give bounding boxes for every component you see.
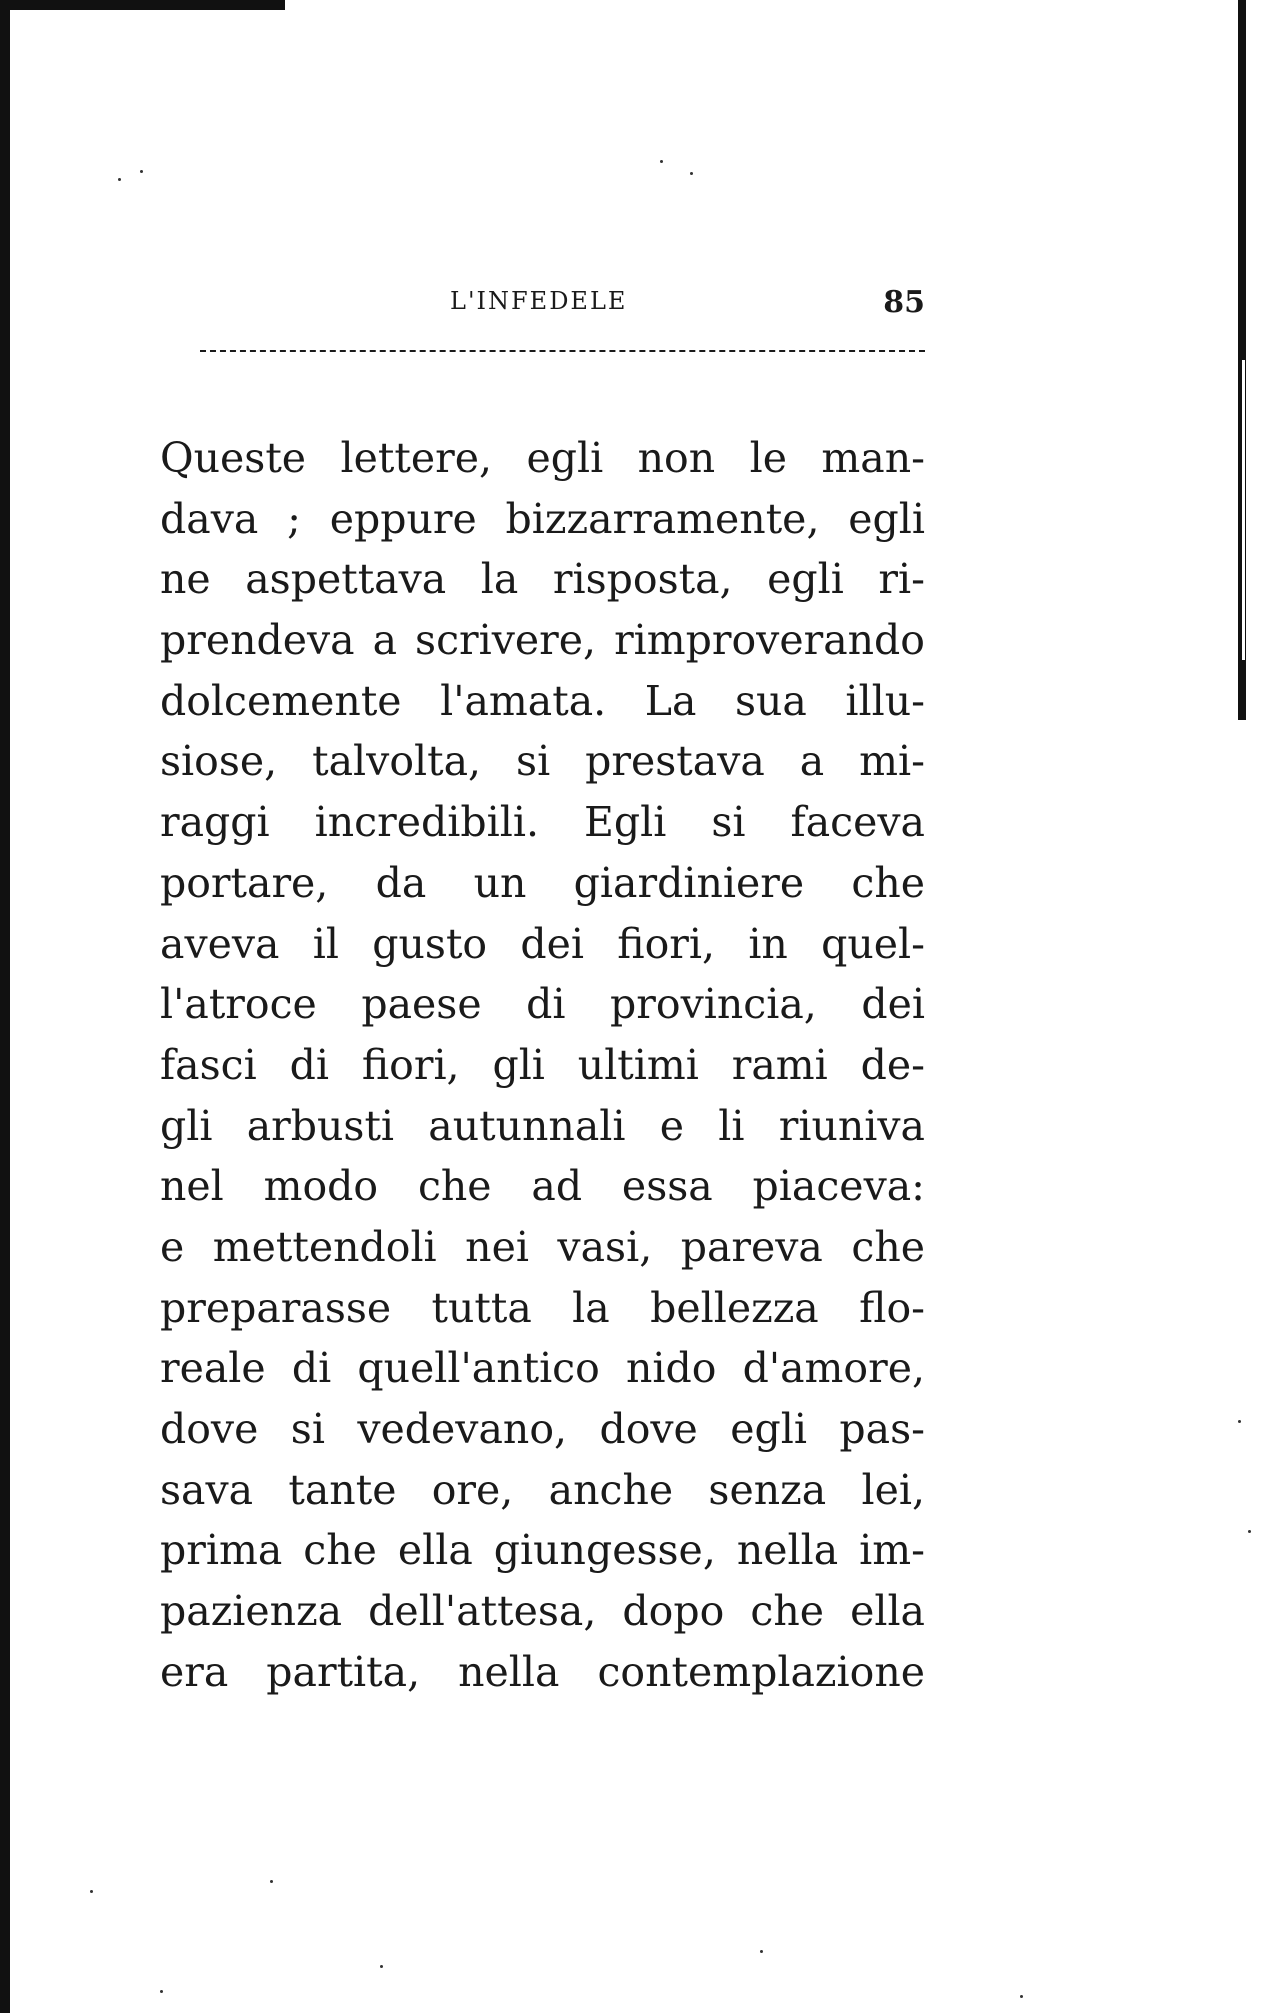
header-rule: [200, 350, 925, 352]
scan-speck: [760, 1950, 763, 1953]
text-line: fasci di fiori, gli ultimi rami de-: [160, 1040, 925, 1089]
scan-border-right-gap: [1242, 360, 1245, 660]
scan-speck: [160, 1990, 163, 1993]
scan-border-top: [0, 0, 285, 10]
text-line: dove si vedevano, dove egli pas-: [160, 1405, 925, 1453]
scan-speck: [1238, 1420, 1241, 1423]
scan-speck: [90, 1890, 93, 1893]
scan-speck: [270, 1880, 273, 1883]
text-line: reale di quell'antico nido d'amore,: [160, 1344, 925, 1393]
text-line: dava ; eppure bizzarramente, egli: [160, 494, 925, 543]
text-line: nel modo che ad essa piaceva:: [160, 1162, 925, 1211]
text-line: e mettendoli nei vasi, pareva che: [160, 1222, 925, 1271]
text-line: preparasse tutta la bellezza flo-: [160, 1283, 925, 1332]
scan-speck: [380, 1965, 383, 1968]
text-line: gli arbusti autunnali e li riuniva: [160, 1101, 925, 1150]
text-line: l'atroce paese di provincia, dei: [160, 980, 925, 1029]
text-line: sava tante ore, anche senza lei,: [160, 1465, 925, 1514]
scan-border-left: [0, 0, 10, 2013]
body-text: [160, 428, 925, 1702]
scan-speck: [690, 172, 693, 175]
text-line: dolcemente l'amata. La sua illu-: [160, 676, 925, 725]
text-line: pazienza dell'attesa, dopo che ella: [160, 1587, 925, 1636]
text-line: portare, da un giardiniere che: [160, 858, 925, 907]
running-title: L'INFEDELE: [450, 287, 628, 315]
text-line: siose, talvolta, si prestava a mi-: [160, 737, 925, 786]
scan-speck: [1248, 1530, 1251, 1533]
scan-speck: [1020, 1995, 1023, 1998]
text-line: aveva il gusto dei fiori, in quel-: [160, 919, 925, 968]
scan-speck: [660, 160, 663, 163]
page-number: 85: [883, 285, 925, 320]
text-line: prima che ella giungesse, nella im-: [160, 1526, 925, 1575]
running-header: [160, 285, 925, 325]
text-line: Queste lettere, egli non le man-: [160, 434, 925, 482]
text-line: raggi incredibili. Egli si faceva: [160, 798, 925, 847]
text-line: ne aspettava la risposta, egli ri-: [160, 555, 925, 604]
scan-speck: [118, 178, 121, 181]
text-line: era partita, nella contemplazione: [160, 1647, 925, 1696]
scan-speck: [140, 170, 143, 173]
text-line: prendeva a scrivere, rimproverando: [160, 616, 925, 665]
